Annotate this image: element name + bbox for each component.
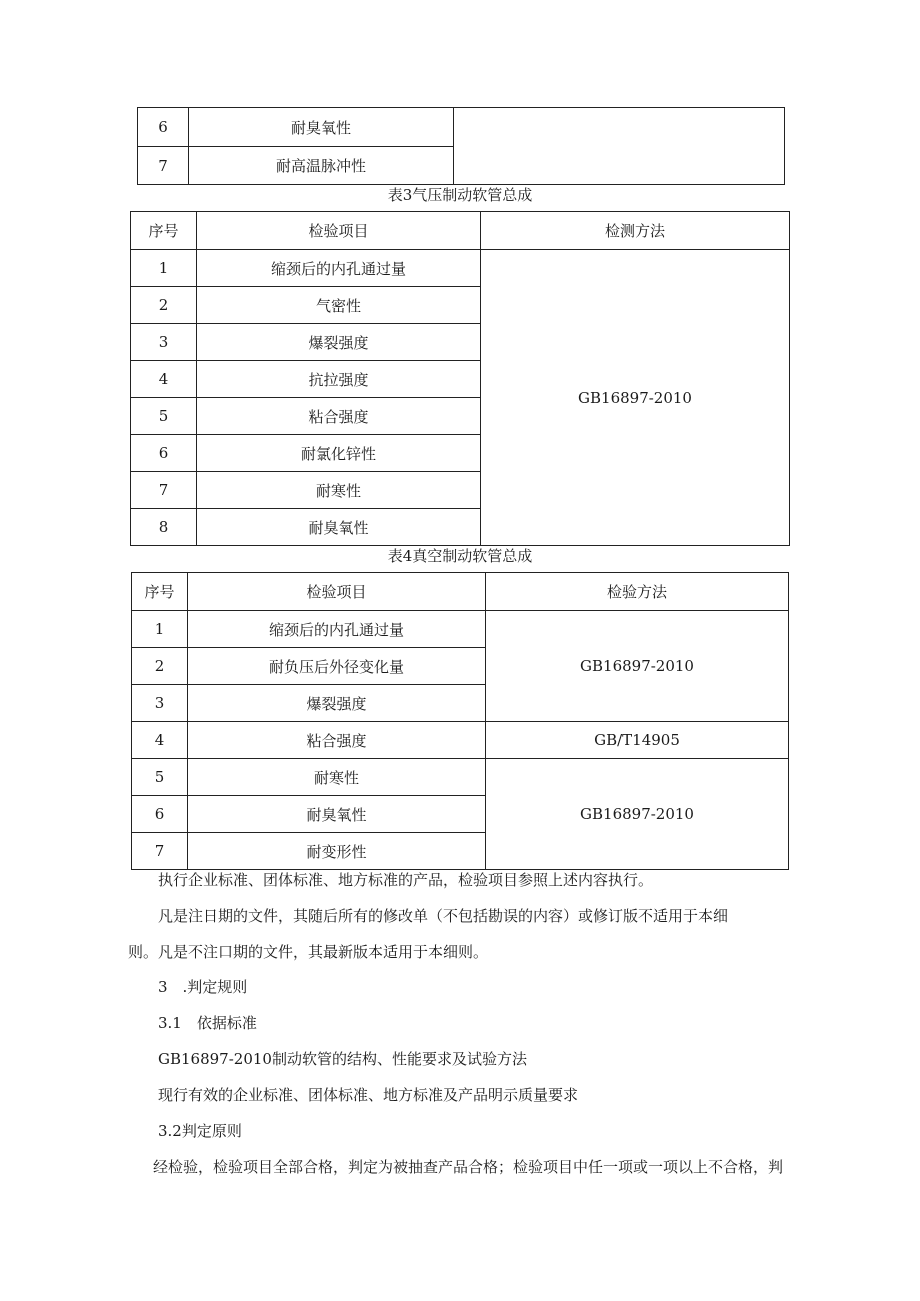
row-number: 7 xyxy=(132,833,188,870)
method-cell: GB16897-2010 xyxy=(486,611,789,722)
standard-reference: GB16897-2010制动软管的结构、性能要求及试验方法 xyxy=(158,1050,527,1068)
row-number: 6 xyxy=(131,435,197,472)
table3 xyxy=(130,211,790,546)
row-number: 7 xyxy=(131,472,197,509)
row-item: 耐寒性 xyxy=(188,759,486,796)
row-item: 缩颈后的内孔通过量 xyxy=(188,611,486,648)
paragraph: 凡是注日期的文件，其随后所有的修改单（不包括勘误的内容）或修订版不适用于本细 xyxy=(158,907,729,925)
section-heading: 3 .判定规则 xyxy=(158,978,248,996)
row-number: 2 xyxy=(132,648,188,685)
table-row xyxy=(132,722,789,759)
method-cell: GB16897-2010 xyxy=(481,250,790,546)
row-number: 1 xyxy=(131,250,197,287)
row-number: 4 xyxy=(131,361,197,398)
table4-caption: 表4真空制动软管总成 xyxy=(387,547,533,565)
row-item: 耐负压后外径变化量 xyxy=(188,648,486,685)
subsection-heading: 3.1 依据标准 xyxy=(158,1014,257,1032)
method-cell: GB/T14905 xyxy=(486,722,789,759)
row-item: 爆裂强度 xyxy=(197,324,481,361)
row-number: 6 xyxy=(132,796,188,833)
table3-caption: 表3气压制动软管总成 xyxy=(387,186,533,204)
row-number: 5 xyxy=(131,398,197,435)
row-number: 6 xyxy=(138,108,189,147)
table-row xyxy=(138,108,785,147)
table-row xyxy=(132,611,789,648)
table-row xyxy=(131,250,790,287)
header-method: 检验方法 xyxy=(486,573,789,611)
standard-reference: 现行有效的企业标准、团体标准、地方标准及产品明示质量要求 xyxy=(158,1086,579,1104)
row-number: 1 xyxy=(132,611,188,648)
table-header-row xyxy=(131,212,790,250)
table4 xyxy=(131,572,789,870)
row-number: 5 xyxy=(132,759,188,796)
method-cell: GB16897-2010 xyxy=(486,759,789,870)
row-item: 耐臭氧性 xyxy=(189,108,454,147)
table-row xyxy=(132,759,789,796)
row-item: 耐臭氧性 xyxy=(197,509,481,546)
row-number: 4 xyxy=(132,722,188,759)
header-item: 检验项目 xyxy=(188,573,486,611)
paragraph: 经检验，检验项目全部合格，判定为被抽查产品合格；检验项目中任一项或一项以上不合格，判 xyxy=(153,1158,784,1176)
row-number: 8 xyxy=(131,509,197,546)
paragraph: 执行企业标准、团体标准、地方标准的产品，检验项目参照上述内容执行。 xyxy=(158,871,654,889)
subsection-heading: 3.2判定原则 xyxy=(158,1122,242,1140)
row-item: 气密性 xyxy=(197,287,481,324)
table-continued xyxy=(137,107,785,185)
row-item: 粘合强度 xyxy=(188,722,486,759)
row-item: 耐寒性 xyxy=(197,472,481,509)
paragraph: 则。凡是不注口期的文件，其最新版本适用于本细则。 xyxy=(128,943,489,961)
row-number: 3 xyxy=(131,324,197,361)
header-no: 序号 xyxy=(132,573,188,611)
header-item: 检验项目 xyxy=(197,212,481,250)
table-header-row xyxy=(132,573,789,611)
row-number: 7 xyxy=(138,147,189,185)
header-no: 序号 xyxy=(131,212,197,250)
method-cell-empty xyxy=(454,108,785,185)
row-item: 抗拉强度 xyxy=(197,361,481,398)
row-item: 耐变形性 xyxy=(188,833,486,870)
row-item: 耐高温脉冲性 xyxy=(189,147,454,185)
row-item: 爆裂强度 xyxy=(188,685,486,722)
row-number: 3 xyxy=(132,685,188,722)
row-item: 缩颈后的内孔通过量 xyxy=(197,250,481,287)
row-number: 2 xyxy=(131,287,197,324)
row-item: 粘合强度 xyxy=(197,398,481,435)
row-item: 耐臭氧性 xyxy=(188,796,486,833)
header-method: 检测方法 xyxy=(481,212,790,250)
row-item: 耐氯化锌性 xyxy=(197,435,481,472)
